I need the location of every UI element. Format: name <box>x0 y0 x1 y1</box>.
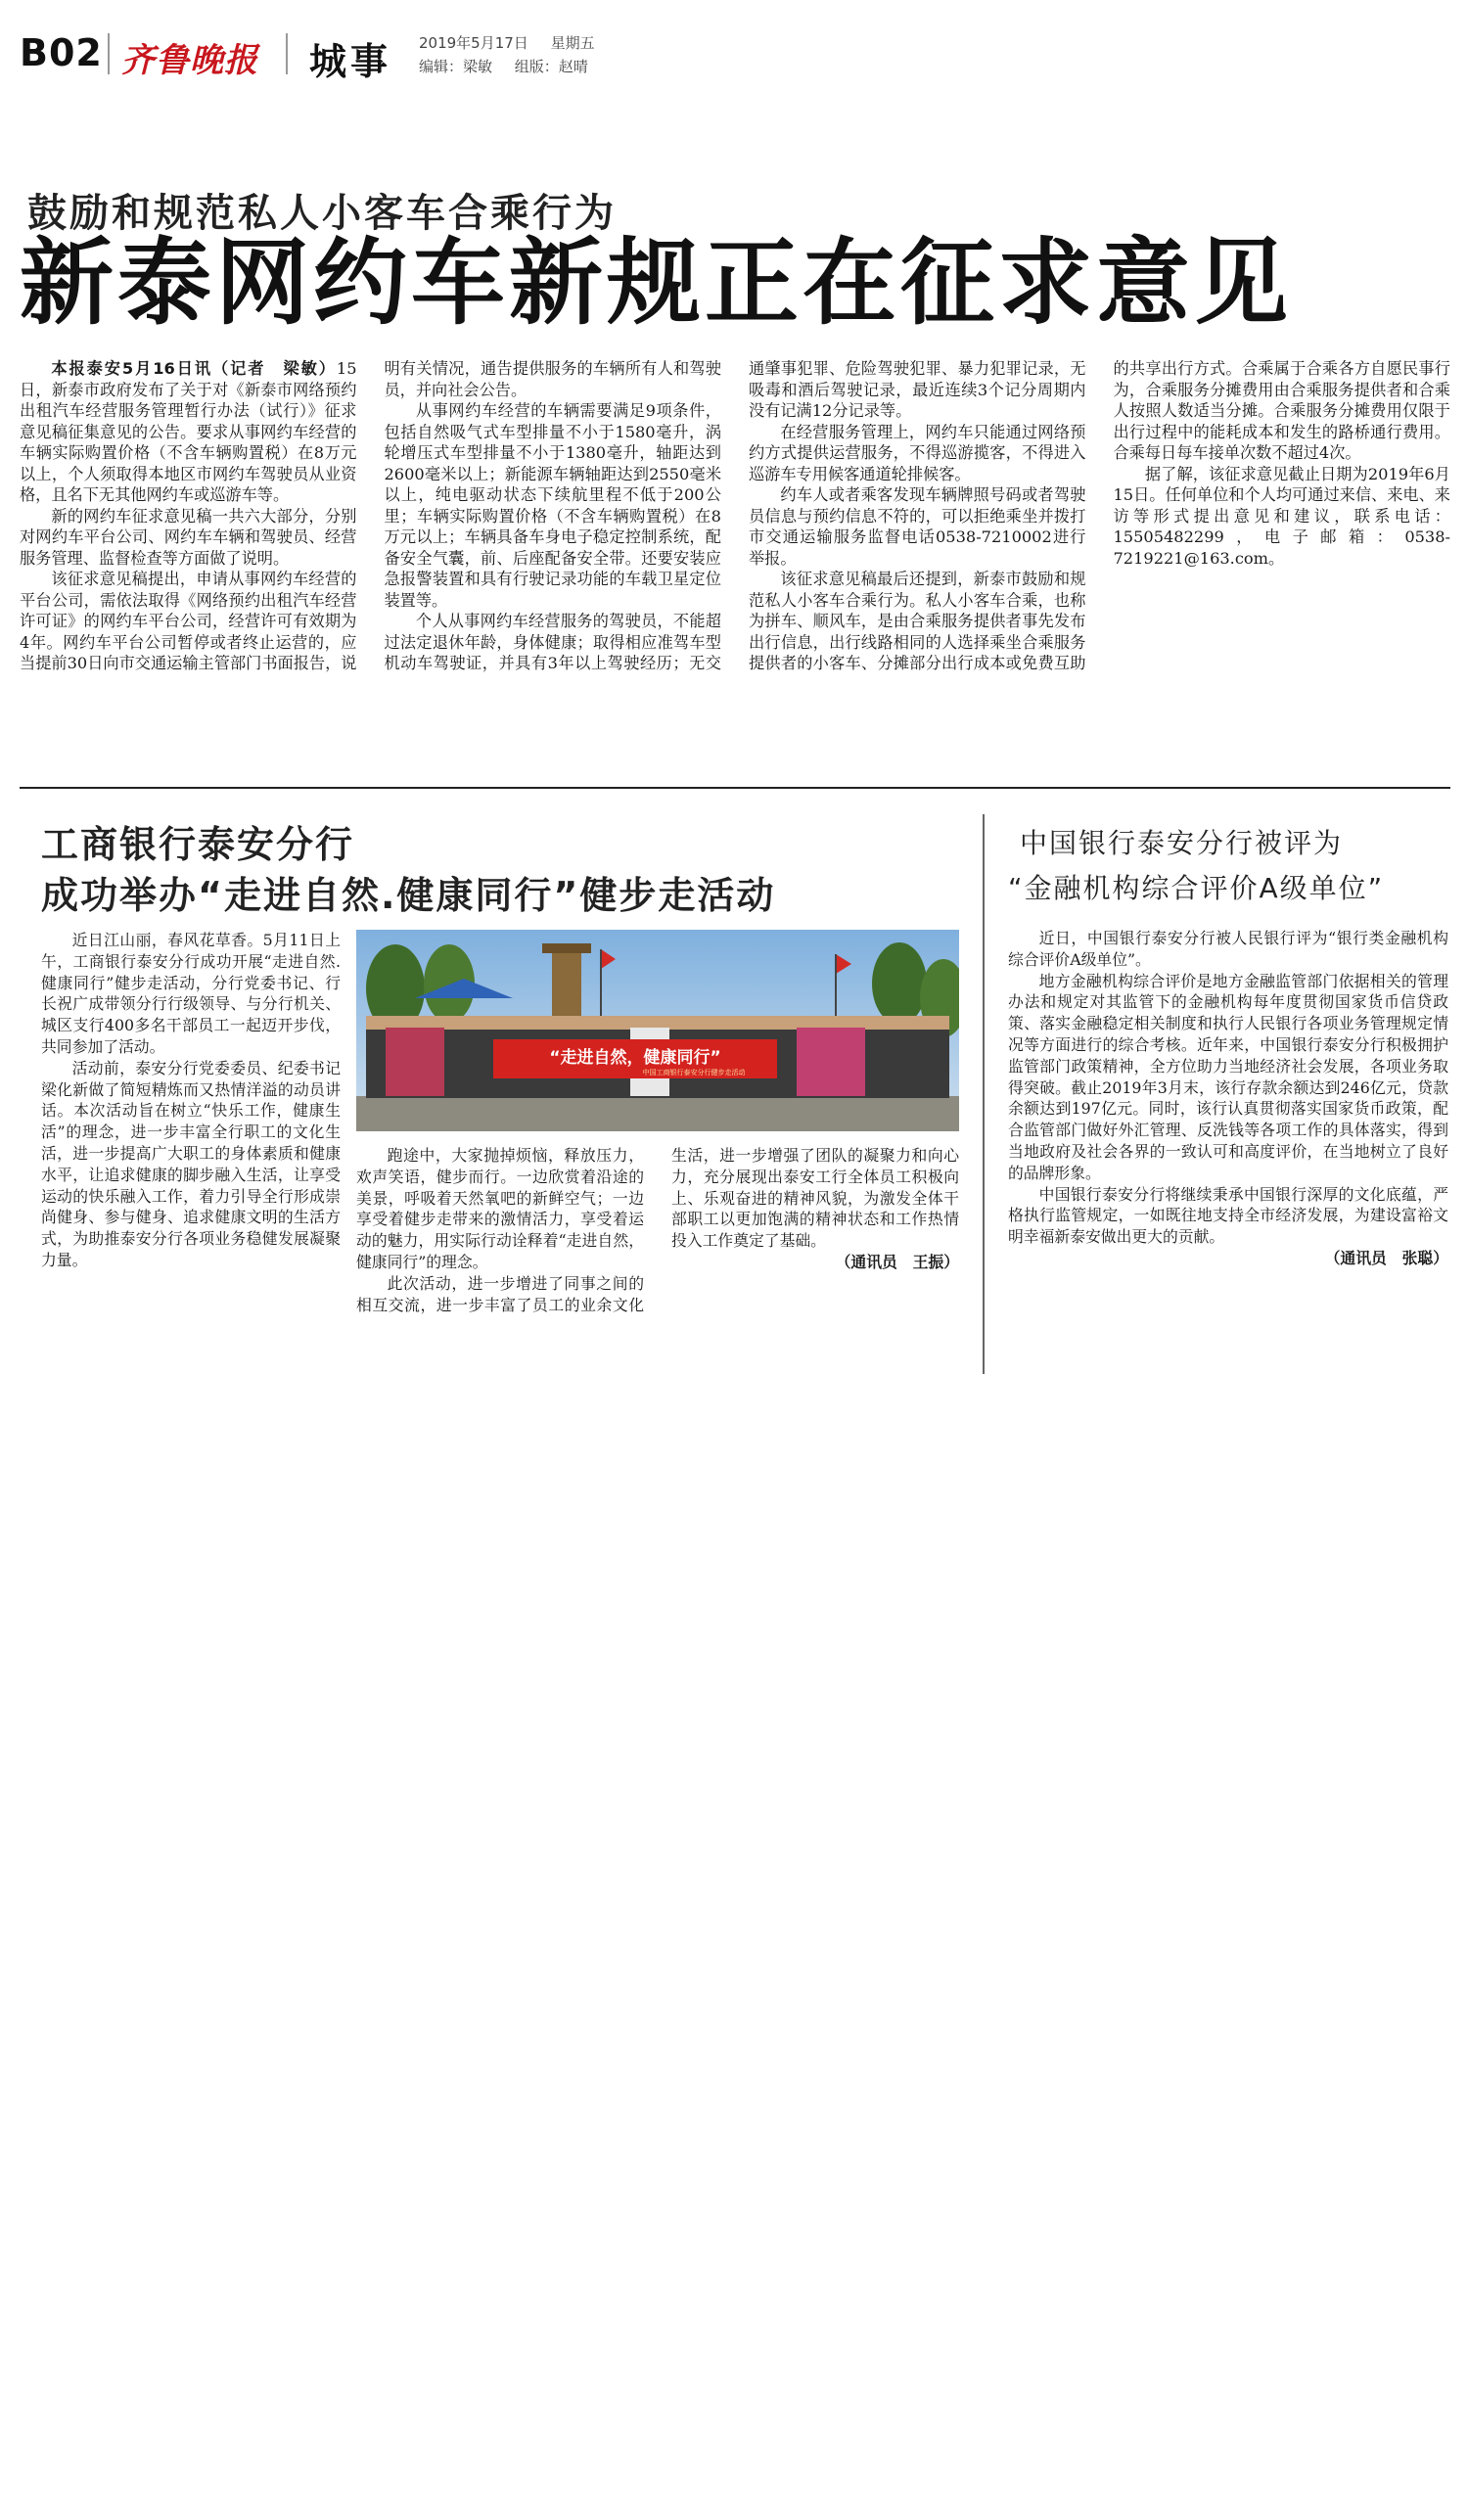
article1-body <box>20 358 1450 779</box>
photo-banner-text: “走进自然，健康同行” <box>549 1048 721 1068</box>
article2-title-line2: 成功举办“走进自然.健康同行”健步走活动 <box>41 874 776 917</box>
article2-title-line1: 工商银行泰安分行 <box>41 823 355 866</box>
article1-paragraph: 新的网约车征求意见稿一共六大部分，分别对网约车平台公司、网约车车辆和驾驶员、经营服务管理、监督检查等方面做了说明。 <box>20 506 357 568</box>
column-divider <box>983 814 985 1374</box>
layout-credit: 组版：赵晴 <box>514 58 588 75</box>
article2-paragraph: 活动前，泰安分行党委委员、纪委书记梁化新做了简短精炼而又热情洋溢的动员讲话。本次活动旨在树立“快乐工作，健康生活”的理念，进一步丰富全行职工的文化生活，进一步提高广大职工的身体素质和健康水平，让追求健康的脚步融入生活，让享受运动的快乐融入工作，着力引导全行形成崇尚健身、参与健身、追求健康文明的生活方式，为助推泰安分行各项业务稳健发展凝聚力量。 <box>41 1058 341 1269</box>
masthead-divider <box>108 33 110 74</box>
article3-paragraph: 近日，中国银行泰安分行被人民银行评为“银行类金融机构综合评价A级单位”。 <box>1008 929 1448 969</box>
page-number: B02 <box>20 31 103 74</box>
group-photo-image <box>356 930 959 1131</box>
section-title: 城事 <box>309 40 392 83</box>
article1-paragraph: 个人从事网约车经营服务的驾驶员，不能超过法定退休年龄，身体健康；取得相应准驾车型机动车驾驶证，并具有3年以上驾驶经历；无交通肇事犯罪、危险驾驶犯罪、暴力犯罪记录，无吸毒和酒后驾驶记录，最近连续3个记分周期内没有记满12分记录等。 <box>384 359 1086 672</box>
article1-paragraph: 在经营服务管理上，网约车只能通过网络预约方式提供运营服务，不得巡游揽客，不得进入巡游车专用候客通道轮排候客。 <box>749 422 1086 483</box>
issue-weekday: 星期五 <box>550 34 595 52</box>
article1-dateline: 本报泰安5月16日讯（记者 梁敏） <box>51 359 337 378</box>
article2-byline: （通讯员 王振） <box>835 1252 959 1271</box>
section-divider <box>20 787 1450 789</box>
article3-title-line1: 中国银行泰安分行被评为 <box>1020 827 1344 859</box>
article1-paragraph: 从事网约车经营的车辆需要满足9项条件，包括自然吸气式车型排量不小于1580毫升，涡轮增压式车型排量不小于1380毫升，轴距达到2600毫米以上；新能源车辆轴距达到2550毫米以上，纯电驱动状态下续航里程不低于200公里；车辆实际购置价格（不含车辆购置税）在8万元以上；车辆具备车身电子稳定控制系统，配备安全气囊，前、后座配备安全带。还要安装应急报警装置和具有行驶记录功能的车载卫星定位装置等。 <box>384 401 721 610</box>
article1-paragraph: 本报泰安5月16日讯（记者 梁敏）15日，新泰市政府发布了关于对《新泰市网络预约出租汽车经营服务管理暂行办法（试行）》征求意见稿征集意见的公告。要求从事网约车经营的车辆实际购置价格（不含车辆购置税）在8万元以上，个人须取得本地区市网约车驾驶员从业资格，且名下无其他网约车或巡游车等。 <box>20 359 357 504</box>
article3-paragraph: 中国银行泰安分行将继续秉承中国银行深厚的文化底蕴，严格执行监管规定，一如既往地支持全市经济发展，为建设富裕文明幸福新泰安做出更大的贡献。 <box>1008 1184 1448 1247</box>
group-photo <box>356 930 959 1131</box>
article1-paragraph: 该征求意见稿最后还提到，新泰市鼓励和规范私人小客车合乘行为。私人小客车合乘，也称为拼车、顺风车，是由合乘服务提供者事先发布出行信息，出行线路相同的人选择乘坐合乘服务提供者的小客车、分摊部分出行成本或免费互助的共享出行方式。合乘属于合乘各方自愿民事行为，合乘服务分摊费用由合乘服务提供者和合乘人按照人数适当分摊。合乘服务分摊费用仅限于出行过程中的能耗成本和发生的路桥通行费用。合乘每日每车接单次数不超过4次。 <box>749 359 1450 672</box>
article1-paragraph: 该征求意见稿提出，申请从事网约车经营的平台公司，需依法取得《网络预约出租汽车经营许可证》的网约车平台公司，经营许可有效期为4年。网约车平台公司暂停或者终止运营的，应当提前30日向市交通运输主管部门书面报告，说明有关情况，通告提供服务的车辆所有人和驾驶员，并向社会公告。 <box>20 359 721 672</box>
article1-headline: 新泰网约车新规正在征求意见 <box>20 228 1292 338</box>
article3-byline: （通讯员 张聪） <box>1324 1248 1448 1267</box>
article2-paragraph: 跑途中，大家抛掉烦恼，释放压力，欢声笑语，健步而行。一边欣赏着沿途的美景，呼吸着天然氧吧的新鲜空气；一边享受着健步走带来的激情活力，享受着运动的魅力，用实际行动诠释着“走进自然，健康同行”的理念。 <box>356 1146 644 1271</box>
newspaper-logo: 齐鲁晚报 <box>121 41 258 80</box>
article2-paragraph: 此次活动，进一步增进了同事之间的相互交流，进一步丰富了员工的业余文化生活，进一步增强了团队的凝聚力和向心力，充分展现出泰安工行全体员工积极向上、乐观奋进的精神风貌，为激发全体干部职工以更加饱满的精神状态和工作热情投入工作奠定了基础。 <box>356 1146 959 1314</box>
editor-credit: 编辑：梁敏 <box>419 58 493 75</box>
masthead <box>20 27 1448 83</box>
issue-date: 2019年5月17日 <box>419 34 528 52</box>
article1-paragraph: 据了解，该征求意见截止日期为2019年6月15日。任何单位和个人均可通过来信、来电、来访等形式提出意见和建议，联系电话：15505482299，电子邮箱：0538-7219221@163.com。 <box>1113 464 1450 568</box>
article3-body <box>1008 928 1448 1269</box>
article1-paragraph: 约车人或者乘客发现车辆牌照号码或者驾驶员信息与预约信息不符的，可以拒绝乘坐并拨打市交通运输服务监督电话0538-7210002进行举报。 <box>749 485 1086 568</box>
article2-left-column <box>41 930 341 1271</box>
photo-banner-subtext: 中国工商银行泰安分行健步走活动 <box>642 1069 746 1077</box>
article3-title-line2: “金融机构综合评价A级单位” <box>1008 872 1385 904</box>
issue-meta <box>419 31 613 78</box>
article2-paragraph: 近日江山丽，春风花草香。5月11日上午，工商银行泰安分行成功开展“走进自然.健康同行”健步走活动，分行党委书记、行长祝广成带领分行行级领导、与分行机关、城区支行400多名干部员工一起迈开步伐，共同参加了活动。 <box>41 931 341 1056</box>
article2-lower-columns <box>356 1145 959 1380</box>
article1-kicker: 鼓励和规范私人小客车合乘行为 <box>27 191 617 236</box>
masthead-divider <box>286 33 288 74</box>
article3-paragraph: 地方金融机构综合评价是地方金融监管部门依据相关的管理办法和规定对其监管下的金融机构每年度贯彻国家货币信贷政策、落实金融稳定相关制度和执行人民银行各项业务管理规定情况等方面进行的综合考核。近年来，中国银行泰安分行积极拥护监管部门政策精神，全方位助力当地经济社会发展，各项业务取得突破。截止2019年3月末，该行存款余额达到246亿元，贷款余额达到197亿元。同时，该行认真贯彻落实国家货币政策，配合监管部门做好外汇管理、反洗钱等各项工作的具体落实，得到当地政府及社会各界的一致认可和高度评价，在当地树立了良好的品牌形象。 <box>1008 971 1448 1182</box>
